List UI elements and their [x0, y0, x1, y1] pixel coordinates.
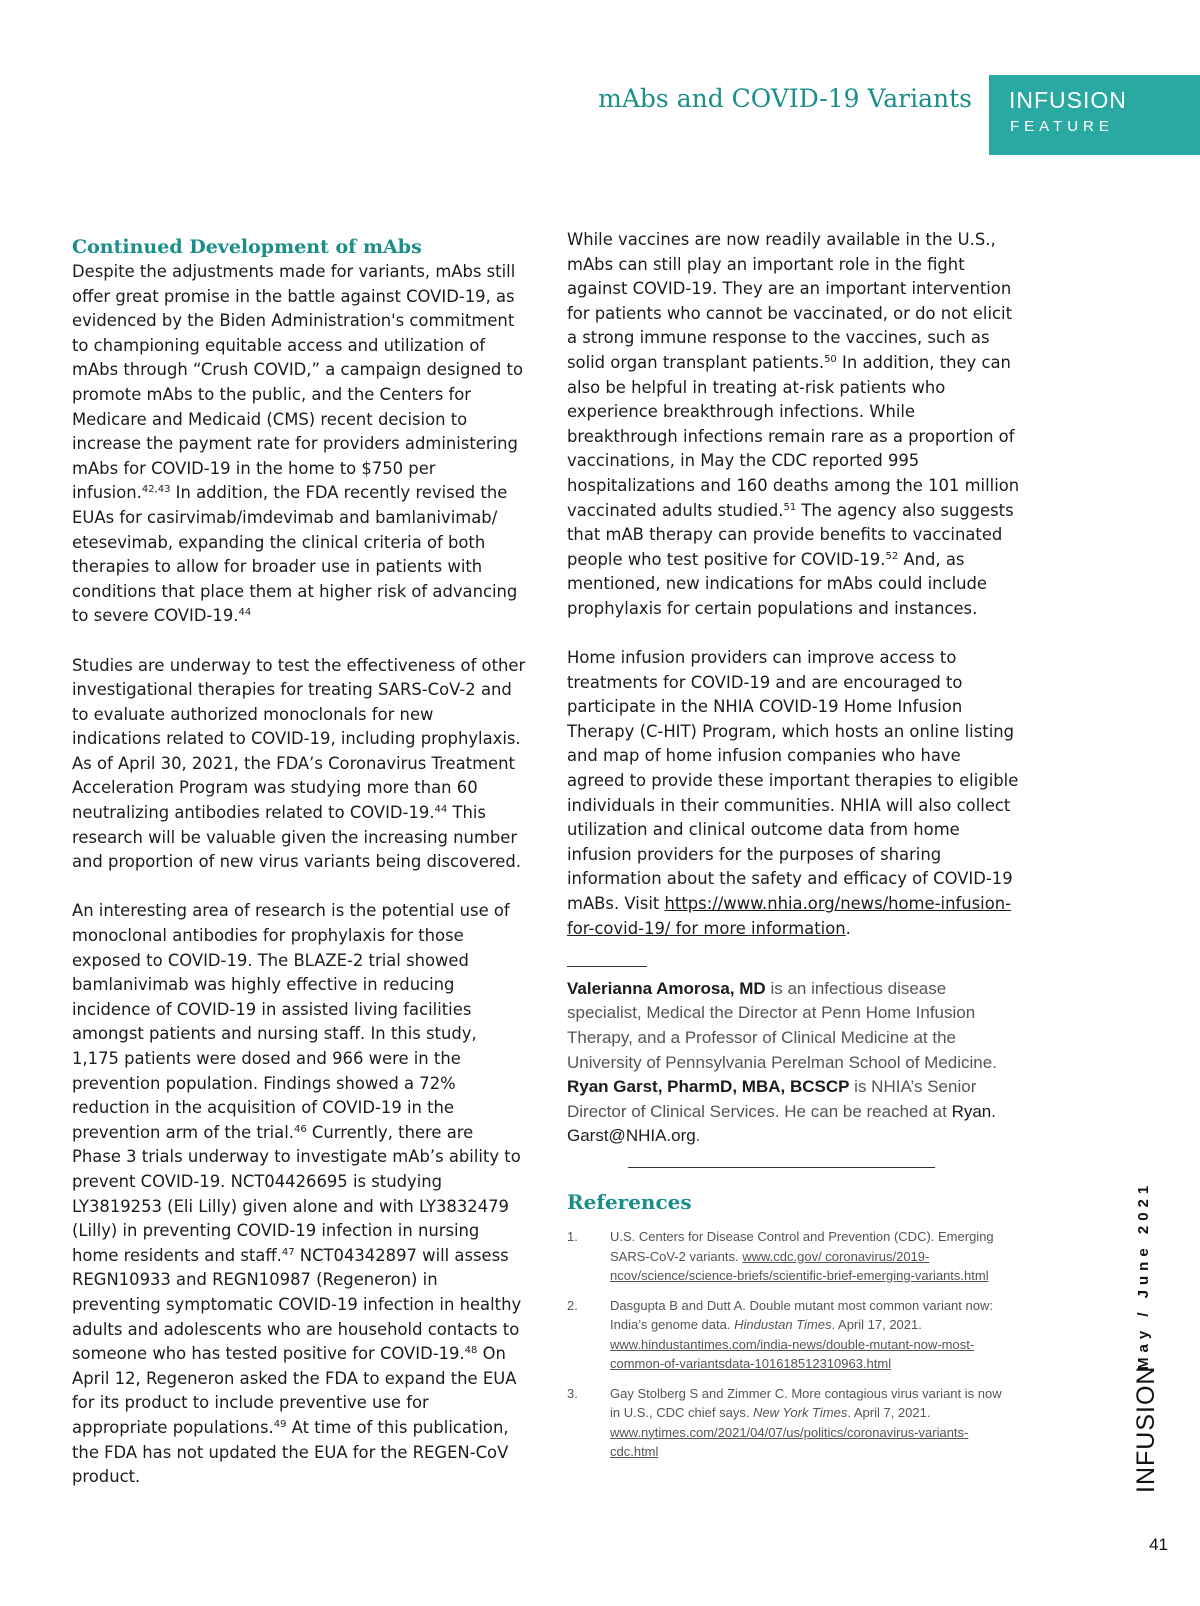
citation: 42,43 — [141, 484, 171, 496]
citation: 49 — [273, 1418, 287, 1430]
nhia-covid-link[interactable]: https://www.nhia.org/news/home-infusion-for-covid-19/ for more information — [567, 894, 1012, 938]
reference-link[interactable]: www.hindustantimes.com/india-news/double-mutant-now-most-common-of-variantsdata-101618512310963.html — [610, 1336, 975, 1371]
page-number: 41 — [1149, 1535, 1168, 1554]
citation: 48 — [464, 1345, 478, 1357]
issue-date: May / June 2021 — [1135, 1180, 1152, 1370]
left-column — [72, 234, 527, 1490]
author-email: Ryan. Garst@NHIA.org — [567, 1101, 996, 1146]
reference-item: 3. Gay Stolberg S and Zimmer C. More contagious virus variant is now in U.S., CDC chief says. New York Times. April 7, 2021. www.nytimes.com/2021/04/07/us/politics/coronavirus-variants-cdc.html — [567, 1385, 1002, 1459]
paragraph: An interesting area of research is the potential use of monoclonal antibodies for prophylaxis for those exposed to COVID-19. The BLAZE-2 trial showed bamlanivimab was highly effective in reducing incidence of COVID-19 in assisted living facilities amongst patients and nursing staff. In this study, 1,175 patients were dosed and 966 were in the prevention population. Findings showed a 72% reduction in the acquisition of COVID-19 in the prevention arm of the trial.$^{46}$ Currently, there are Phase 3 trials underway to investigate mAb’s ability to prevent COVID-19. NCT04426695 is studying LY3819253 (Eli Lilly) given alone and with LY3832479 (Lilly) in preventing COVID-19 infection in nursing home residents and staff.$^{47}$ NCT04342897 will assess REGN10933 and REGN10987 (Regeneron) in preventing symptomatic COVID-19 infection in healthy adults and adolescents who are household contacts to someone who has tested positive for COVID-19.48 On April 12, Regeneron asked the FDA to expand the EUA for its product to include preventive use for appropriate populations.$^{49}$ At time of this publication, the FDA has not updated the EUA for the REGEN-CoV product. — [72, 901, 522, 1487]
citation: 51 — [783, 501, 797, 513]
citation: 50 — [824, 353, 837, 365]
running-header-title: mAbs and COVID-19 Variants — [598, 84, 972, 113]
infusion-logo: INFUSION — [1132, 1365, 1160, 1493]
reference-link[interactable]: www.cdc.gov/ coronavirus/2019-ncov/science/science-briefs/scientific-brief-emerging-variants.html — [610, 1248, 989, 1283]
divider — [567, 966, 647, 967]
infusion-logo: INFUSION — [1009, 87, 1127, 113]
author-bio: Valerianna Amorosa, MD is an infectious disease specialist, Medical the Director at Penn Home Infusion Therapy, and a Professor of Clinical Medicine at the University of Pennsylvania Perelman School of Medicine. Ryan Garst, PharmD, MBA, BCSCP is NHIA’s Senior Director of Clinical Services. He can be reached at Ryan. Garst@NHIA.org. — [567, 978, 997, 1146]
citation: 47 — [281, 1246, 295, 1258]
references-list — [567, 1227, 1015, 1472]
divider — [628, 1167, 935, 1168]
author-name: Valerianna Amorosa, MD — [567, 978, 766, 998]
author-name: Ryan Garst, PharmD, MBA, BCSCP — [567, 1077, 850, 1097]
references-heading: References — [567, 1190, 692, 1214]
section-heading: Continued Development of mAbs — [72, 236, 422, 258]
paragraph: Home infusion providers can improve access to treatments for COVID-19 and are encouraged to participate in the NHIA COVID-19 Home Infusion Therapy (C-HIT) Program, which hosts an online listing and map of home infusion companies who have agreed to provide these important therapies to eligible individuals in their communities. NHIA will also collect utilization and clinical outcome data from home infusion providers for the purposes of sharing information about the safety and efficacy of COVID-19 mABs. Visit https://www.nhia.org/news/home-infusion-for-covid-19/ for more information. — [567, 648, 1019, 938]
reference-item: 1. U.S. Centers for Disease Control and Prevention (CDC). Emerging SARS-CoV-2 variants. www.cdc.gov/ coronavirus/2019-ncov/science/science-briefs/scientific-brief-emerging-variants.html — [567, 1229, 994, 1283]
reference-item: 2. Dasgupta B and Dutt A. Double mutant most common variant now: India’s genome data. Hindustan Times. April 17, 2021. www.hindustantimes.com/india-news/double-mutant-now-most-common-of-variantsdata-101618512310963.html — [567, 1297, 993, 1371]
brand-box — [989, 75, 1200, 155]
right-column — [567, 228, 1022, 1149]
citation: 44 — [238, 607, 252, 619]
feature-label: FEATURE — [1010, 118, 1114, 135]
citation: 44 — [434, 804, 448, 816]
citation: 52 — [885, 550, 899, 562]
citation: 46 — [293, 1123, 307, 1135]
paragraph: Despite the adjustments made for variants, mAbs still offer great promise in the battle against COVID-19, as evidenced by the Biden Administration's commitment to championing equitable access and utilization of mAbs through “Crush COVID,” a campaign designed to promote mAbs to the public, and the Centers for Medicare and Medicaid (CMS) recent decision to increase the payment rate for providers administering mAbs for COVID-19 in the home to $750 per infusion.$^{42,43}$ In addition, the FDA recently revised the EUAs for casirvimab/imdevimab and bamlanivimab/ etesevimab, expanding the clinical criteria of both therapies to allow for broader use in patients with conditions that place them at higher risk of advancing to severe COVID-19.44 — [72, 262, 524, 626]
paragraph: Studies are underway to test the effectiveness of other investigational therapies for treating SARS-CoV-2 and to evaluate authorized monoclonals for new indications related to COVID-19, including prophylaxis. As of April 30, 2021, the FDA’s Coronavirus Treatment Acceleration Program was studying more than 60 neutralizing antibodies related to COVID-19.44 This research will be valuable given the increasing number and proportion of new virus variants being discovered. — [72, 655, 526, 872]
reference-link[interactable]: www.nytimes.com/2021/04/07/us/politics/coronavirus-variants-cdc.html — [610, 1424, 969, 1459]
paragraph: While vaccines are now readily available in the U.S., mAbs can still play an important role in the fight against COVID-19. They are an important intervention for patients who cannot be vaccinated, or do not elicit a strong immune response to the vaccines, such as solid organ transplant patients.$^{50}$ In addition, they can also be helpful in treating at-risk patients who experience breakthrough infections. While breakthrough infections remain rare as a proportion of vaccinations, in May the CDC reported 995 hospitalizations and 160 deaths among the 101 million vaccinated adults studied.$^{51}$ The agency also suggests that mAB therapy can provide benefits to vaccinated people who test positive for COVID-19.52 And, as mentioned, new indications for mAbs could include prophylaxis for certain populations and instances. — [567, 230, 1020, 618]
